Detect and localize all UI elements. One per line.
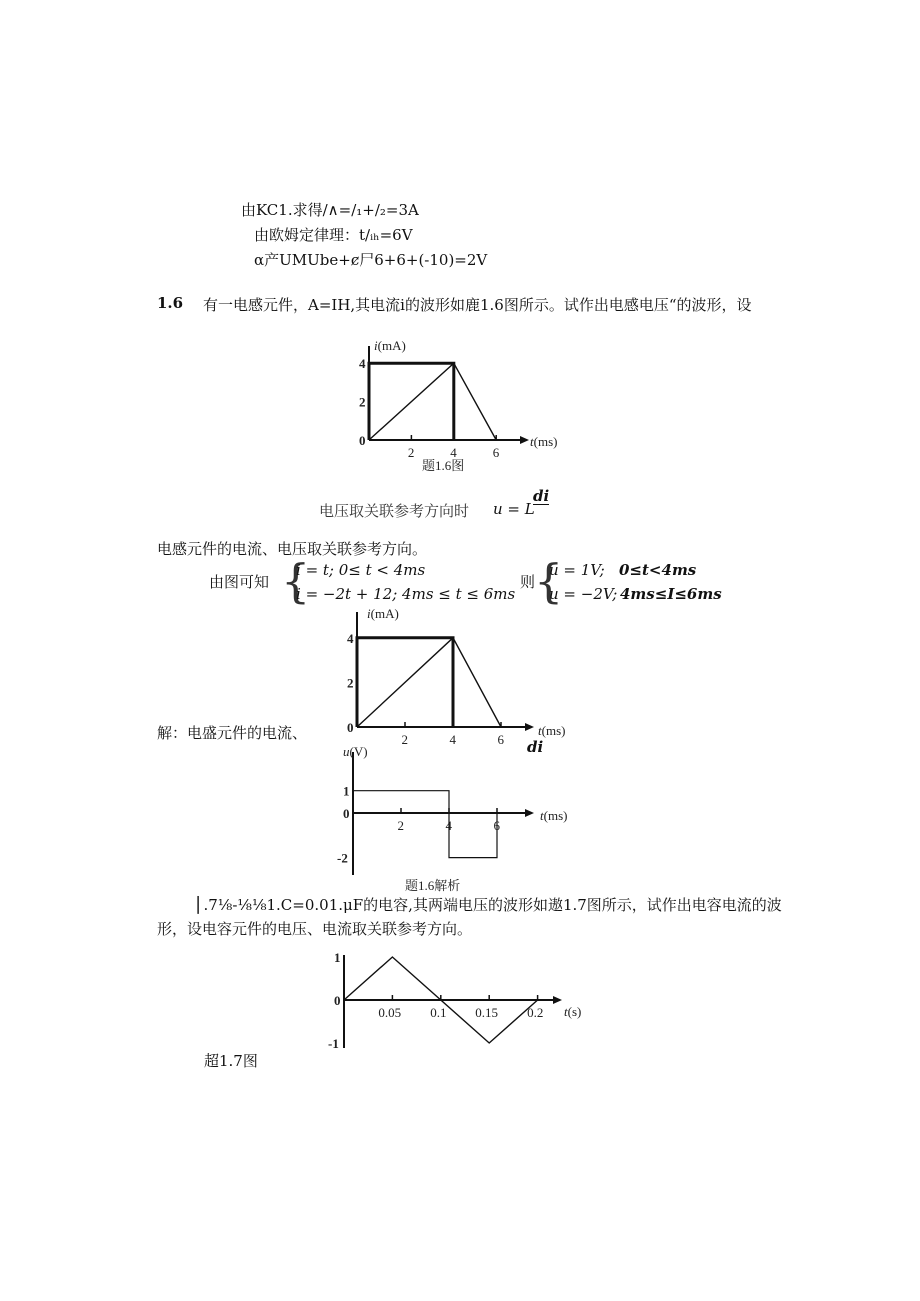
then-label: 则 <box>520 573 536 591</box>
chart-2-y-tick-label: -2 <box>337 850 348 866</box>
chart-3-x-tick-label: 0.2 <box>527 1005 544 1020</box>
chart-2-series-u <box>353 791 497 858</box>
chart-0-x-label: t(ms) <box>530 434 558 449</box>
chart-1-x-arrow <box>525 723 534 731</box>
chart-0-x-tick-label: 4 <box>450 445 457 460</box>
result-1-range: 0≤t<4ms <box>619 561 697 579</box>
chart-0-y-tick-label: 0 <box>359 433 366 448</box>
chart-1-y-tick-label: 4 <box>347 630 354 646</box>
chart-0-y-label: i(mA) <box>374 338 406 353</box>
chart-0-x-tick-label: 2 <box>407 445 415 460</box>
solution-label: 解：电盛元件的电流、 <box>157 724 308 742</box>
problem-1-6-number: 1.6 <box>157 294 184 312</box>
chart-0-series-i <box>369 363 496 440</box>
chart-0-x-tick-label: 6 <box>492 445 500 460</box>
chart-1-x-tick-label: 4 <box>449 732 456 747</box>
ohm-line: 由欧姆定律理：t∕ᵢₕ=6V <box>254 226 413 244</box>
chart-2-y-tick-label: 1 <box>343 783 350 799</box>
chart-2-y-label: u(V) <box>343 744 368 759</box>
chart-1-y-label: i(mA) <box>367 606 399 621</box>
figure-1-7-caption: 超1.7图 <box>204 1052 258 1070</box>
formula-lhs: u = L <box>493 500 535 518</box>
problem-1-7-line-2: 形，设电容元件的电压、电流取关联参考方向。 <box>157 920 473 938</box>
chart-2-x-tick-label: 6 <box>493 818 500 833</box>
chart-1-y-tick-label: 0 <box>347 720 354 735</box>
chart-2-x-tick-label: 2 <box>397 818 404 833</box>
piecewise-1: i = t; 0≤ t < 4ms <box>296 561 426 579</box>
chart-0-caption: 题1.6图 <box>422 458 465 473</box>
chart-2-caption: 题1.6解析 <box>405 878 461 893</box>
chart-1-x-tick-label: 6 <box>497 732 504 747</box>
chart-1-x-label: t(ms) <box>538 723 566 738</box>
formula-numerator: di <box>533 487 550 505</box>
chart-3-x-label: t(s) <box>564 1004 582 1019</box>
di-label: di <box>527 738 544 756</box>
chart-2-x-arrow <box>525 809 534 817</box>
problem-1-6-text: 有一电感元件，A=IH,其电流i的波形如鹿1.6图所示。试作出电感电压“的波形，设 <box>203 296 752 314</box>
chart-1-y-tick-label: 2 <box>347 675 354 691</box>
chart-1-series-i <box>357 638 501 727</box>
result-2-range: 4ms≤I≤6ms <box>620 585 722 603</box>
chart-3-x-tick-label: 0.05 <box>378 1005 402 1020</box>
from-figure-label: 由图可知 <box>209 573 270 591</box>
piecewise-2: i = −2t + 12; 4ms ≤ t ≤ 6ms <box>296 585 516 603</box>
kcl-line: 由KC1.求得/∧=/₁+/₂=3A <box>241 201 419 219</box>
chart-2-y-tick-label: 0 <box>343 806 350 821</box>
chart-3-x-tick-label: 0.15 <box>475 1005 498 1020</box>
chart-3-y-tick-label: 0 <box>334 993 341 1008</box>
chart-0-x-arrow <box>520 436 529 444</box>
kvl-line: α产UMUbe+ȼ尸6+6+(-10)=2V <box>254 251 488 269</box>
left-brace: { <box>281 554 311 608</box>
result-1-eq: u = 1V; <box>549 561 605 579</box>
assoc-line: 电感元件的电流、电压取关联参考方向。 <box>157 540 428 558</box>
formula-label: 电压取关联参考方向时 <box>319 502 470 520</box>
chart-2-x-label: t(ms) <box>540 808 568 823</box>
right-brace: { <box>534 554 564 608</box>
chart-3-x-tick-label: 0.1 <box>430 1005 447 1020</box>
chart-2-x-tick-label: 4 <box>445 818 452 833</box>
result-2-eq: u = −2V; <box>549 585 618 603</box>
chart-1-x-tick-label: 2 <box>401 732 408 747</box>
chart-0-y-tick-label: 4 <box>359 356 366 372</box>
chart-0-y-tick-label: 2 <box>359 394 366 410</box>
chart-3-x-arrow <box>553 996 562 1004</box>
problem-1-7-line-1: ⎢.7⅛-⅛⅛1.C=0.01.μF的电容,其两端电压的波形如遨1.7图所示，试作出电容电流的波 <box>196 896 782 914</box>
chart-3-y-tick-label: 1 <box>334 950 341 965</box>
chart-3-y-tick-label: -1 <box>328 1036 339 1051</box>
